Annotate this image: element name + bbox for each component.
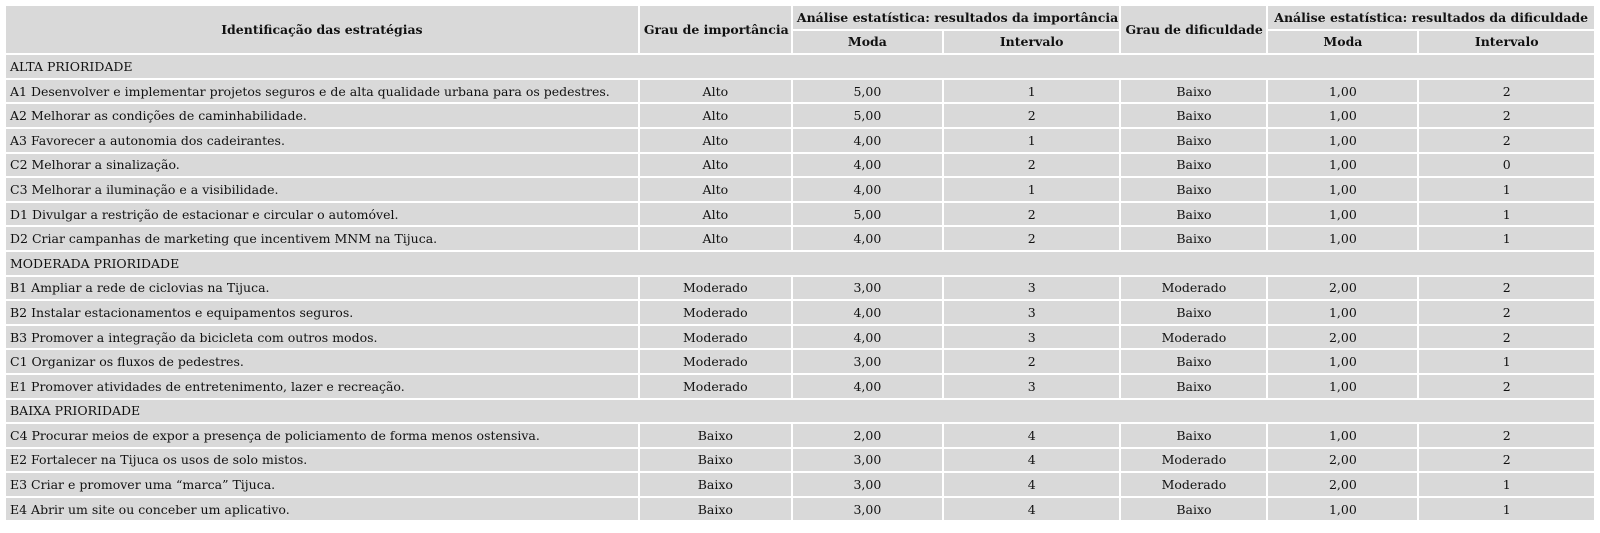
table-row	[6, 375, 1594, 398]
section-row	[6, 55, 1594, 78]
importance-interval-cell: 3	[944, 301, 1120, 324]
section-title: BAIXA PRIORIDADE	[6, 400, 1594, 423]
table-row	[6, 301, 1594, 324]
importance-mode-cell: 5,00	[793, 104, 942, 127]
strategy-cell: B2 Instalar estacionamentos e equipamentos seguros.	[6, 301, 638, 324]
strategy-cell: C2 Melhorar a sinalização.	[6, 154, 638, 177]
importance-mode-cell: 5,00	[793, 203, 942, 226]
difficulty-interval-cell: 1	[1419, 473, 1594, 496]
difficulty-mode-cell: 1,00	[1268, 129, 1417, 152]
importance-interval-cell: 1	[944, 129, 1120, 152]
strategy-cell: E4 Abrir um site ou conceber um aplicativo.	[6, 498, 638, 521]
importance-interval-cell: 3	[944, 277, 1120, 300]
importance-interval-cell: 2	[944, 154, 1120, 177]
difficulty-interval-cell: 2	[1419, 129, 1594, 152]
difficulty-interval-cell: 2	[1419, 375, 1594, 398]
difficulty-cell: Baixo	[1121, 498, 1266, 521]
difficulty-mode-cell: 1,00	[1268, 178, 1417, 201]
difficulty-cell: Baixo	[1121, 301, 1266, 324]
difficulty-cell: Baixo	[1121, 154, 1266, 177]
section-row	[6, 400, 1594, 423]
difficulty-cell: Baixo	[1121, 129, 1266, 152]
importance-cell: Moderado	[640, 326, 791, 349]
section-title: ALTA PRIORIDADE	[6, 55, 1594, 78]
table-row	[6, 449, 1594, 472]
strategy-cell: E3 Criar e promover uma “marca” Tijuca.	[6, 473, 638, 496]
difficulty-mode-cell: 1,00	[1268, 350, 1417, 373]
difficulty-cell: Moderado	[1121, 326, 1266, 349]
difficulty-interval-cell: 1	[1419, 350, 1594, 373]
difficulty-mode-cell: 1,00	[1268, 498, 1417, 521]
table-row	[6, 473, 1594, 496]
header-importance: Grau de importância	[640, 6, 791, 53]
strategy-cell: B3 Promover a integração da bicicleta com outros modos.	[6, 326, 638, 349]
difficulty-mode-cell: 1,00	[1268, 301, 1417, 324]
importance-interval-cell: 2	[944, 203, 1120, 226]
difficulty-interval-cell: 1	[1419, 227, 1594, 250]
strategy-cell: D1 Divulgar a restrição de estacionar e circular o automóvel.	[6, 203, 638, 226]
importance-mode-cell: 4,00	[793, 301, 942, 324]
importance-cell: Baixo	[640, 473, 791, 496]
strategy-cell: E1 Promover atividades de entretenimento, lazer e recreação.	[6, 375, 638, 398]
importance-cell: Alto	[640, 203, 791, 226]
importance-interval-cell: 3	[944, 326, 1120, 349]
table-row	[6, 277, 1594, 300]
importance-cell: Moderado	[640, 375, 791, 398]
importance-cell: Alto	[640, 104, 791, 127]
difficulty-interval-cell: 2	[1419, 277, 1594, 300]
difficulty-cell: Moderado	[1121, 449, 1266, 472]
difficulty-mode-cell: 2,00	[1268, 277, 1417, 300]
importance-cell: Alto	[640, 80, 791, 103]
difficulty-mode-cell: 2,00	[1268, 449, 1417, 472]
importance-mode-cell: 4,00	[793, 178, 942, 201]
table-row	[6, 227, 1594, 250]
table-row	[6, 350, 1594, 373]
strategy-table	[4, 4, 1596, 522]
difficulty-mode-cell: 1,00	[1268, 424, 1417, 447]
strategy-cell: C3 Melhorar a iluminação e a visibilidade.	[6, 178, 638, 201]
difficulty-interval-cell: 2	[1419, 326, 1594, 349]
header-dif-interval: Intervalo	[1419, 31, 1594, 54]
difficulty-interval-cell: 0	[1419, 154, 1594, 177]
importance-mode-cell: 4,00	[793, 375, 942, 398]
strategy-cell: D2 Criar campanhas de marketing que incentivem MNM na Tijuca.	[6, 227, 638, 250]
importance-cell: Alto	[640, 178, 791, 201]
strategy-cell: A1 Desenvolver e implementar projetos seguros e de alta qualidade urbana para os pedestres.	[6, 80, 638, 103]
difficulty-interval-cell: 2	[1419, 104, 1594, 127]
table-row	[6, 129, 1594, 152]
table-row	[6, 80, 1594, 103]
difficulty-mode-cell: 1,00	[1268, 80, 1417, 103]
importance-interval-cell: 4	[944, 424, 1120, 447]
strategy-cell: B1 Ampliar a rede de ciclovias na Tijuca.	[6, 277, 638, 300]
header-row-top	[6, 6, 1594, 29]
importance-interval-cell: 4	[944, 498, 1120, 521]
importance-cell: Moderado	[640, 301, 791, 324]
importance-mode-cell: 2,00	[793, 424, 942, 447]
difficulty-cell: Baixo	[1121, 104, 1266, 127]
difficulty-interval-cell: 2	[1419, 80, 1594, 103]
difficulty-cell: Baixo	[1121, 375, 1266, 398]
difficulty-cell: Baixo	[1121, 178, 1266, 201]
importance-mode-cell: 4,00	[793, 326, 942, 349]
importance-mode-cell: 3,00	[793, 449, 942, 472]
strategy-cell: C1 Organizar os fluxos de pedestres.	[6, 350, 638, 373]
difficulty-mode-cell: 1,00	[1268, 203, 1417, 226]
importance-cell: Alto	[640, 227, 791, 250]
importance-cell: Alto	[640, 129, 791, 152]
table-row	[6, 203, 1594, 226]
difficulty-interval-cell: 1	[1419, 178, 1594, 201]
importance-interval-cell: 3	[944, 375, 1120, 398]
difficulty-interval-cell: 1	[1419, 203, 1594, 226]
importance-interval-cell: 1	[944, 80, 1120, 103]
table-row	[6, 104, 1594, 127]
table-row	[6, 326, 1594, 349]
importance-mode-cell: 3,00	[793, 498, 942, 521]
importance-mode-cell: 5,00	[793, 80, 942, 103]
table-row	[6, 154, 1594, 177]
header-difficulty-stats: Análise estatística: resultados da dificuldade	[1268, 6, 1594, 29]
difficulty-cell: Baixo	[1121, 227, 1266, 250]
importance-interval-cell: 2	[944, 104, 1120, 127]
importance-cell: Baixo	[640, 449, 791, 472]
strategy-cell: A2 Melhorar as condições de caminhabilidade.	[6, 104, 638, 127]
importance-interval-cell: 1	[944, 178, 1120, 201]
strategy-cell: E2 Fortalecer na Tijuca os usos de solo mistos.	[6, 449, 638, 472]
header-imp-mode: Moda	[793, 31, 942, 54]
difficulty-interval-cell: 2	[1419, 449, 1594, 472]
table-row	[6, 498, 1594, 521]
difficulty-mode-cell: 2,00	[1268, 326, 1417, 349]
importance-cell: Baixo	[640, 498, 791, 521]
difficulty-interval-cell: 2	[1419, 301, 1594, 324]
difficulty-cell: Baixo	[1121, 350, 1266, 373]
header-imp-interval: Intervalo	[944, 31, 1120, 54]
importance-interval-cell: 2	[944, 350, 1120, 373]
header-dif-mode: Moda	[1268, 31, 1417, 54]
difficulty-mode-cell: 2,00	[1268, 473, 1417, 496]
strategy-cell: A3 Favorecer a autonomia dos cadeirantes.	[6, 129, 638, 152]
table-row	[6, 178, 1594, 201]
importance-mode-cell: 4,00	[793, 129, 942, 152]
header-strategy: Identificação das estratégias	[6, 6, 638, 53]
importance-cell: Baixo	[640, 424, 791, 447]
difficulty-mode-cell: 1,00	[1268, 375, 1417, 398]
difficulty-mode-cell: 1,00	[1268, 227, 1417, 250]
header-importance-stats: Análise estatística: resultados da importância	[793, 6, 1120, 29]
section-title: MODERADA PRIORIDADE	[6, 252, 1594, 275]
importance-mode-cell: 3,00	[793, 473, 942, 496]
table-body	[6, 55, 1594, 520]
importance-mode-cell: 3,00	[793, 350, 942, 373]
header-difficulty: Grau de dificuldade	[1121, 6, 1266, 53]
difficulty-cell: Baixo	[1121, 80, 1266, 103]
importance-mode-cell: 3,00	[793, 277, 942, 300]
importance-cell: Moderado	[640, 350, 791, 373]
importance-interval-cell: 4	[944, 473, 1120, 496]
difficulty-interval-cell: 2	[1419, 424, 1594, 447]
section-row	[6, 252, 1594, 275]
importance-mode-cell: 4,00	[793, 227, 942, 250]
difficulty-cell: Baixo	[1121, 424, 1266, 447]
importance-mode-cell: 4,00	[793, 154, 942, 177]
importance-interval-cell: 2	[944, 227, 1120, 250]
difficulty-interval-cell: 1	[1419, 498, 1594, 521]
difficulty-cell: Baixo	[1121, 203, 1266, 226]
importance-cell: Alto	[640, 154, 791, 177]
importance-interval-cell: 4	[944, 449, 1120, 472]
importance-cell: Moderado	[640, 277, 791, 300]
strategy-cell: C4 Procurar meios de expor a presença de policiamento de forma menos ostensiva.	[6, 424, 638, 447]
difficulty-mode-cell: 1,00	[1268, 104, 1417, 127]
table-row	[6, 424, 1594, 447]
difficulty-cell: Moderado	[1121, 277, 1266, 300]
difficulty-mode-cell: 1,00	[1268, 154, 1417, 177]
difficulty-cell: Moderado	[1121, 473, 1266, 496]
